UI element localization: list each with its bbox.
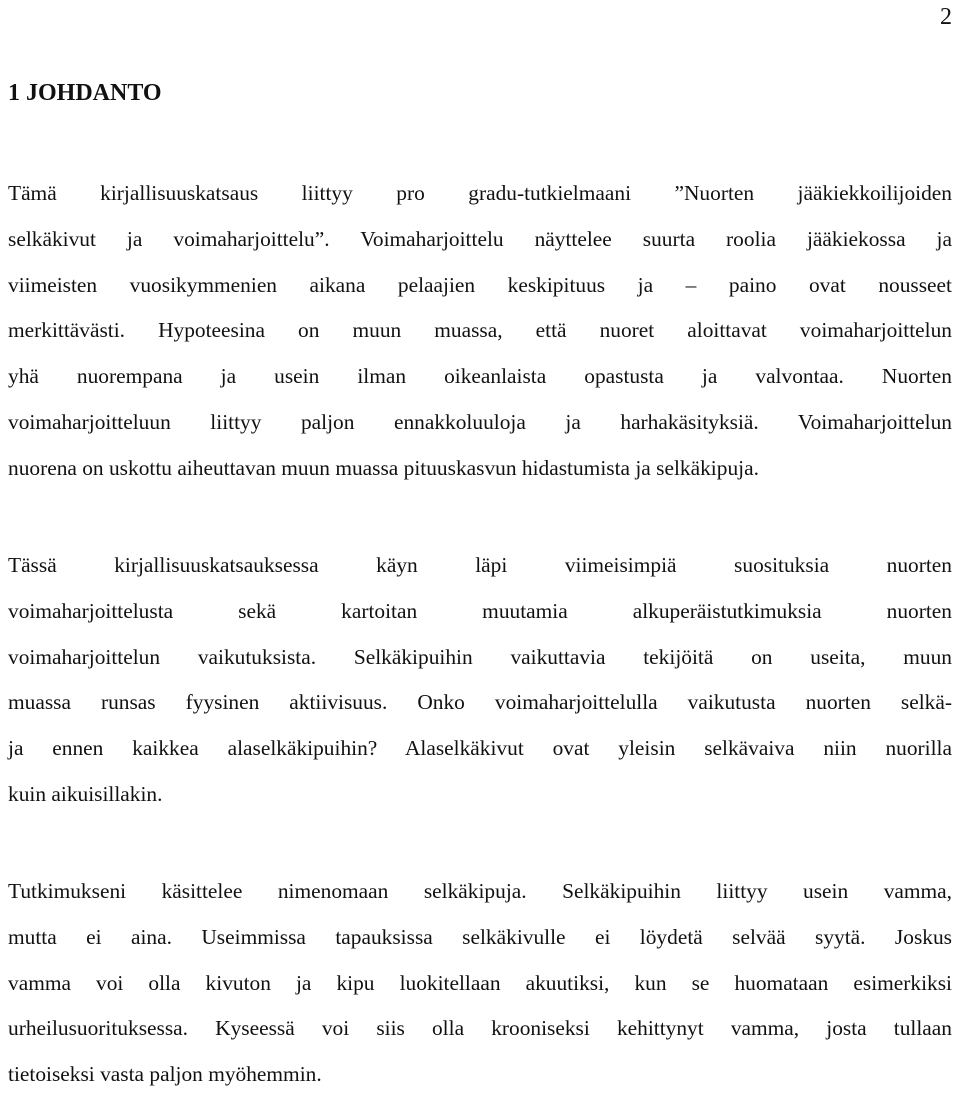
text-line: voimaharjoitteluun liittyy paljon ennakkoluuloja ja harhakäsityksiä. Voimaharjoittelun xyxy=(8,409,952,434)
text-line: mutta ei aina. Useimmissa tapauksissa selkäkivulle ei löydetä selvää syytä. Joskus xyxy=(8,924,952,949)
text-line: ja ennen kaikkea alaselkäkipuihin? Alaselkäkivut ovat yleisin selkävaiva niin nuorilla xyxy=(8,736,952,761)
paragraph-3 xyxy=(8,869,952,1098)
page-number: 2 xyxy=(940,4,952,30)
text-line: merkittävästi. Hypoteesina on muun muassa, että nuoret aloittavat voimaharjoittelun xyxy=(8,318,952,343)
text-line: muassa runsas fyysinen aktiivisuus. Onko voimaharjoittelulla vaikutusta nuorten selkä- xyxy=(8,690,952,715)
text-line: voimaharjoittelun vaikutuksista. Selkäkipuihin vaikuttavia tekijöitä on useita, muun xyxy=(8,644,952,669)
paragraph-1 xyxy=(8,171,952,492)
chapter-heading: 1 JOHDANTO xyxy=(8,80,162,106)
paragraph-2 xyxy=(8,543,952,818)
text-line: Tämä kirjallisuuskatsaus liittyy pro gradu-tutkielmaani ”Nuorten jääkiekkoilijoiden xyxy=(8,181,952,205)
text-line: kuin aikuisillakin. xyxy=(8,781,163,806)
text-line: voimaharjoittelusta sekä kartoitan muutamia alkuperäistutkimuksia nuorten xyxy=(8,598,952,623)
text-line: tietoiseksi vasta paljon myöhemmin. xyxy=(8,1062,322,1087)
text-line: Tutkimukseni käsittelee nimenomaan selkäkipuja. Selkäkipuihin liittyy usein vamma, xyxy=(8,879,952,903)
text-line: nuorena on uskottu aiheuttavan muun muassa pituuskasvun hidastumista ja selkäkipuja. xyxy=(8,455,759,480)
text-line: yhä nuorempana ja usein ilman oikeanlaista opastusta ja valvontaa. Nuorten xyxy=(8,364,952,389)
text-line: selkäkivut ja voimaharjoittelu”. Voimaharjoittelu näyttelee suurta roolia jääkiekossa ja xyxy=(8,226,952,251)
text-line: vamma voi olla kivuton ja kipu luokitellaan akuutiksi, kun se huomataan esimerkiksi xyxy=(8,970,952,995)
text-line: urheilusuorituksessa. Kyseessä voi siis olla krooniseksi kehittynyt vamma, josta tullaan xyxy=(8,1016,952,1041)
text-line: viimeisten vuosikymmenien aikana pelaajien keskipituus ja – paino ovat nousseet xyxy=(8,272,952,297)
text-line: Tässä kirjallisuuskatsauksessa käyn läpi viimeisimpiä suosituksia nuorten xyxy=(8,553,952,577)
